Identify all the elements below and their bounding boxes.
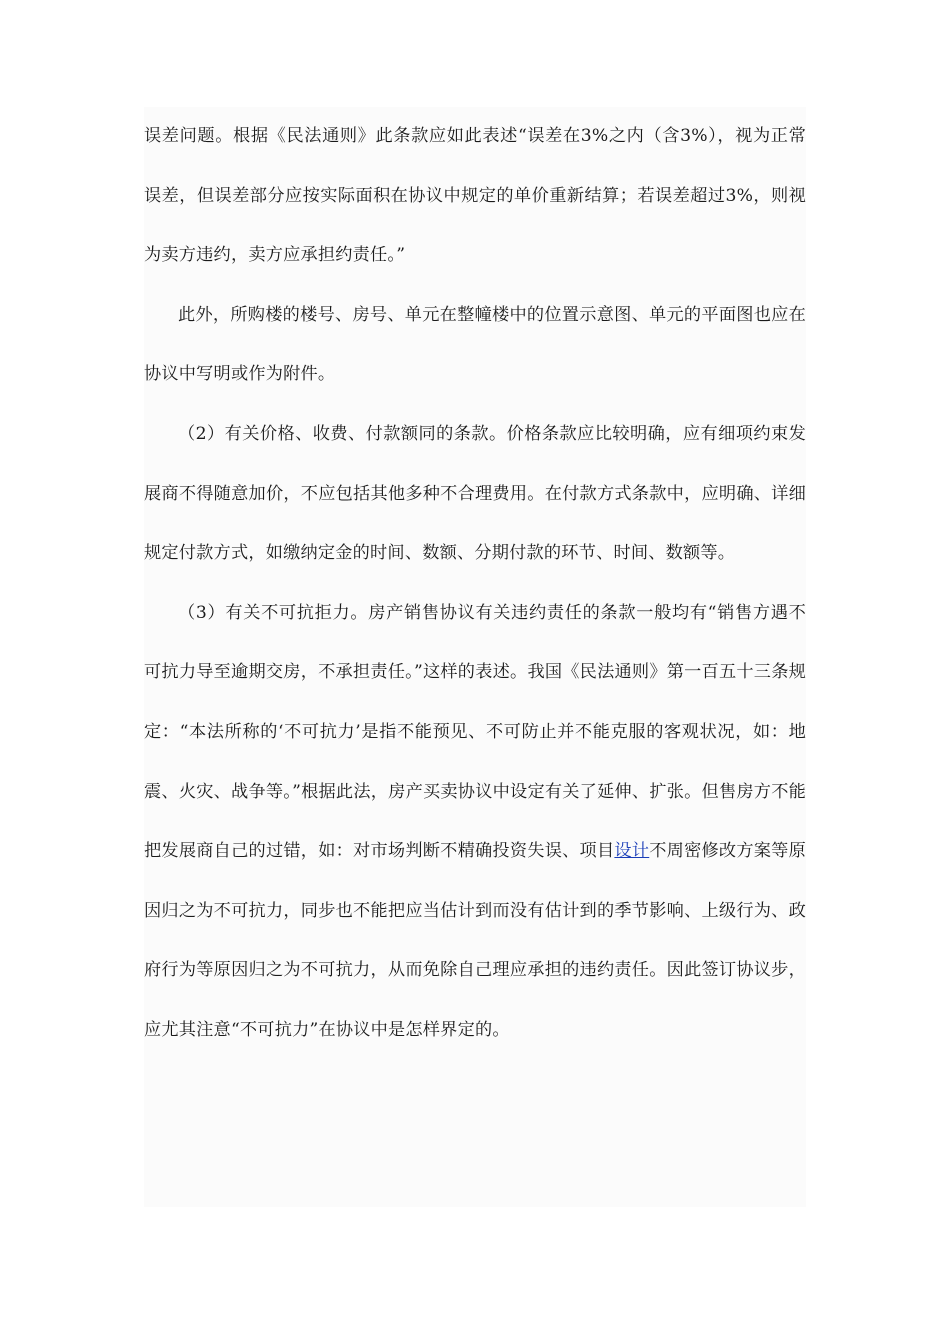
force-majeure-text-start: （3）有关不可抗拒力。房产销售协议有关违约责任的条款一般均有“销售方遇不可抗力导至逾期交房，不承担责任。”这样的表述。我国《民法通则》第一百五十三条规定：“本法所称的‘不可抗力’是指不能预见、不可防止并不能克服的客观状况，如：地震、火灾、战争等。”根据此法，房产买卖协议中设定有关了延伸、扩张。但售房方不能把发展商自己的过错，如：对市场判断不精确投资失误、项目 — [144, 602, 806, 862]
document-page-body — [144, 107, 806, 1207]
paragraph-attachments: 此外，所购楼的楼号、房号、单元在整幢楼中的位置示意图、单元的平面图也应在协议中写明或作为附件。 — [144, 304, 806, 385]
force-majeure-text-end: 不周密修改方案等原因归之为不可抗力，同步也不能把应当估计到而没有估计到的季节影响、上级行为、政府行为等原因归之为不可抗力，从而免除自己理应承担的违约责任。因此签订协议步，应尤其注意“不可抗力”在协议中是怎样界定的。 — [144, 841, 806, 1040]
paragraph-area-error: 误差问题。根据《民法通则》此条款应如此表述“误差在3%之内（含3%），视为正常误差，但误差部分应按实际面积在协议中规定的单价重新结算；若误差超过3%，则视为卖方违约，卖方应承担约责任。” — [144, 126, 806, 266]
paragraph-price-terms: （2）有关价格、收费、付款额同的条款。价格条款应比较明确，应有细项约束发展商不得随意加价，不应包括其他多种不合理费用。在付款方式条款中，应明确、详细规定付款方式，如缴纳定金的时间、数额、分期付款的环节、时间、数额等。 — [144, 423, 806, 564]
design-link[interactable]: 设计 — [614, 841, 650, 862]
paragraph-force-majeure — [144, 584, 806, 1061]
